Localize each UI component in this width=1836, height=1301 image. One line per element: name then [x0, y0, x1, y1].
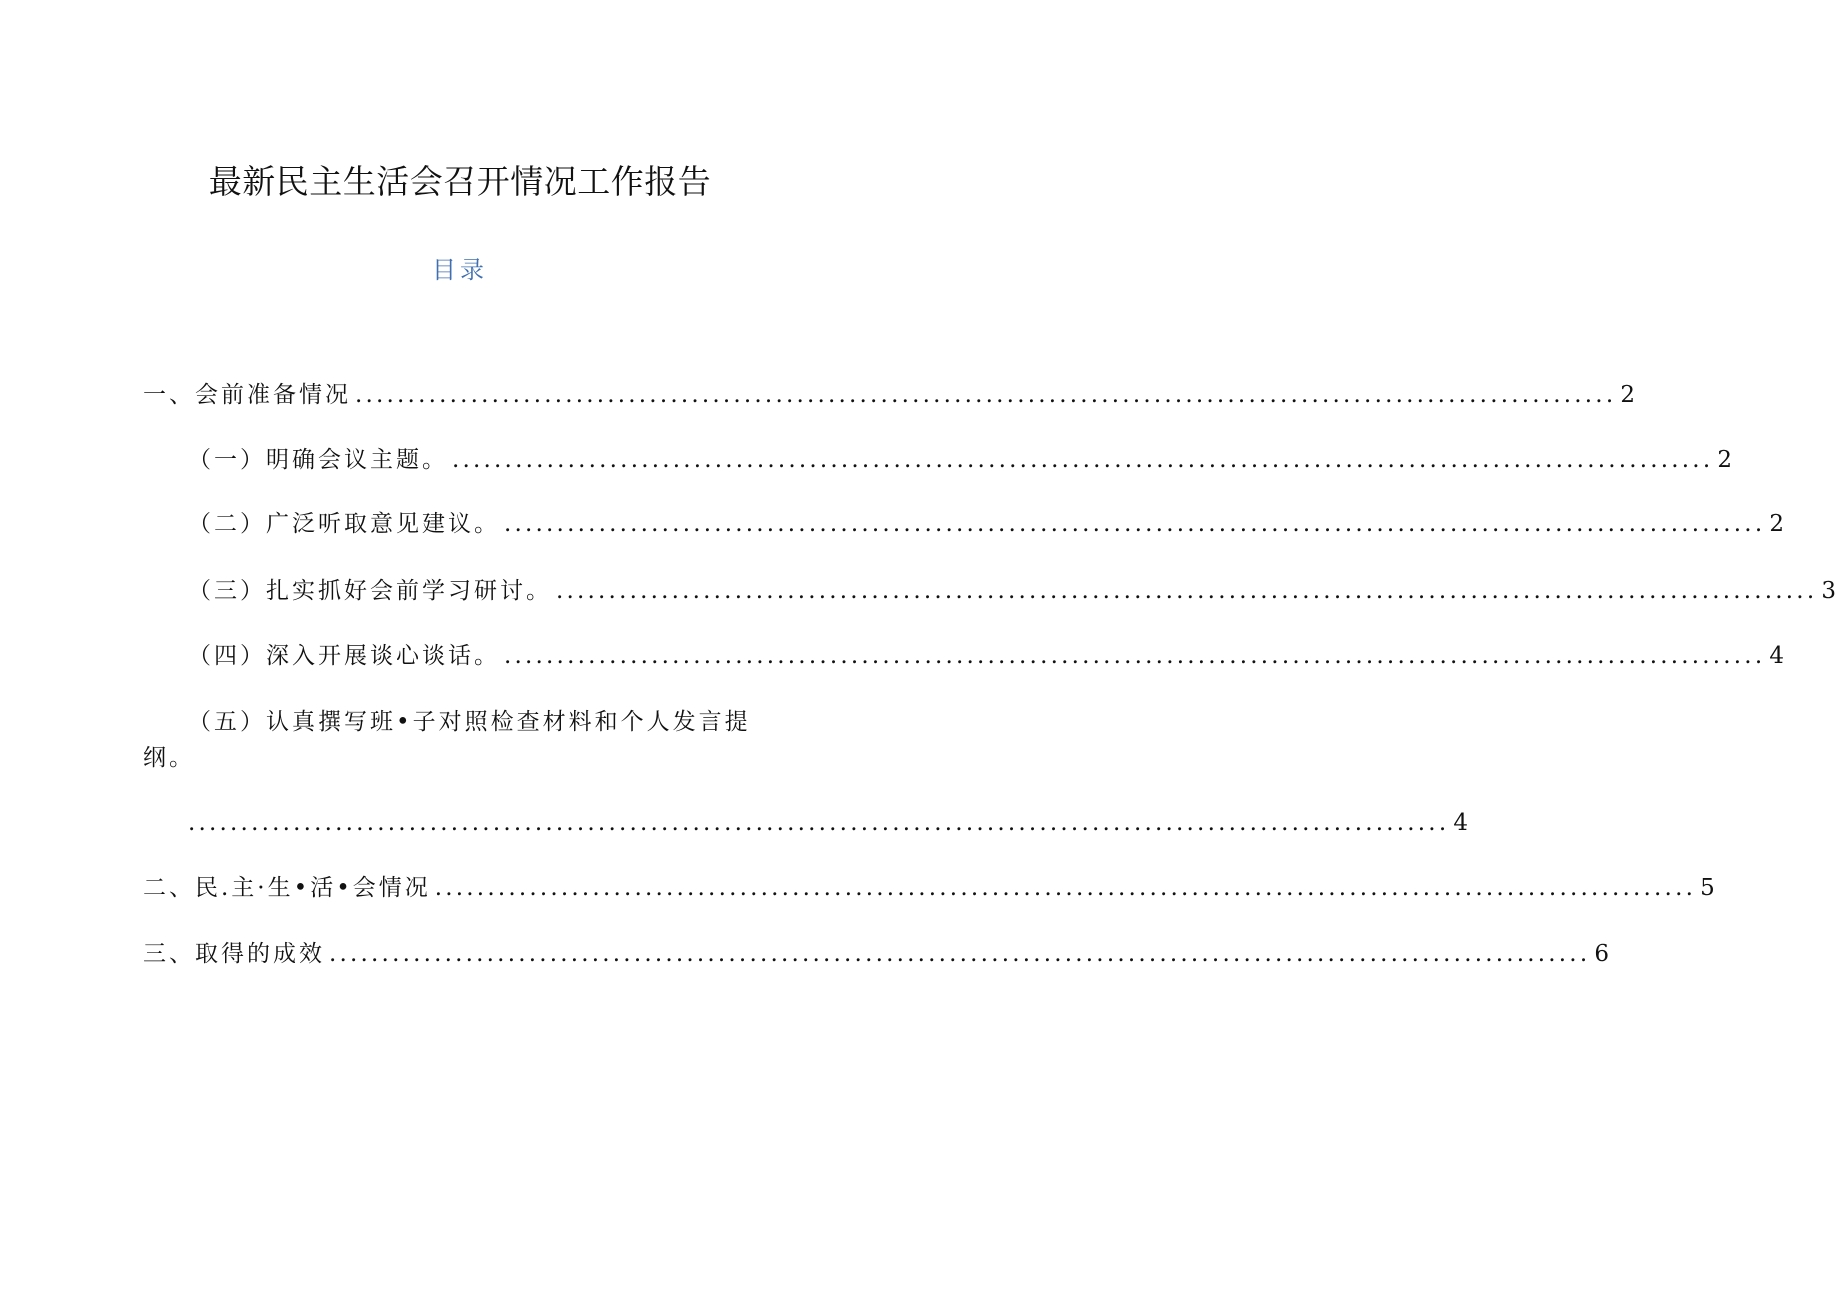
toc-entry-text: 一、会前准备情况 — [143, 382, 351, 408]
toc-leader-dots: ........................................................................................................................ — [504, 511, 1766, 537]
toc-leader-dots: ........................................................................................................................ — [329, 941, 1591, 967]
toc-leader-dots: ........................................................................................................................ — [355, 382, 1617, 408]
toc-entry-text: 二、民.主·生•活•会情况 — [143, 875, 431, 901]
toc-page-number: 2 — [1717, 447, 1732, 473]
toc-entry-text-line1: （五）认真撰写班•子对照检查材料和个人发言提 — [188, 709, 751, 735]
toc-leader-dots: ........................................................................................................................ — [556, 578, 1818, 604]
toc-entry-continuation[interactable] — [143, 805, 1468, 841]
toc-leader-dots: ........................................................................................................................ — [504, 643, 1766, 669]
toc-page-number: 6 — [1594, 941, 1609, 967]
toc-page-number: 4 — [1453, 810, 1468, 836]
toc-page-number: 4 — [1769, 643, 1784, 669]
toc-entry-multiline[interactable] — [143, 704, 772, 776]
toc-entry[interactable] — [143, 506, 1784, 542]
toc-page-number: 2 — [1620, 382, 1635, 408]
toc-entry-text: （三）扎实抓好会前学习研讨。 — [188, 578, 552, 604]
toc-entry[interactable] — [143, 377, 1635, 413]
toc-page-number: 2 — [1769, 511, 1784, 537]
toc-entry[interactable] — [143, 936, 1609, 972]
toc-entry[interactable] — [143, 638, 1784, 674]
toc-entry-text-line2: 纲。 — [143, 745, 195, 771]
toc-leader-dots: ........................................................................................................................ — [188, 810, 1450, 836]
toc-leader-dots: ........................................................................................................................ — [452, 447, 1714, 473]
toc-entry-text: 三、取得的成效 — [143, 941, 325, 967]
toc-entry-text: （一）明确会议主题。 — [188, 447, 448, 473]
toc-entry[interactable] — [143, 442, 1732, 478]
toc-entry[interactable] — [143, 573, 1836, 609]
toc-leader-dots: ........................................................................................................................ — [434, 875, 1697, 901]
toc-heading: 目录 — [432, 256, 488, 284]
document-title: 最新民主生活会召开情况工作报告 — [208, 162, 712, 201]
toc-page-number: 5 — [1700, 875, 1715, 901]
toc-entry-text: （四）深入开展谈心谈话。 — [188, 643, 500, 669]
toc-entry[interactable] — [143, 870, 1715, 906]
toc-page-number: 3 — [1821, 578, 1836, 604]
toc-entry-text: （二）广泛听取意见建议。 — [188, 511, 500, 537]
